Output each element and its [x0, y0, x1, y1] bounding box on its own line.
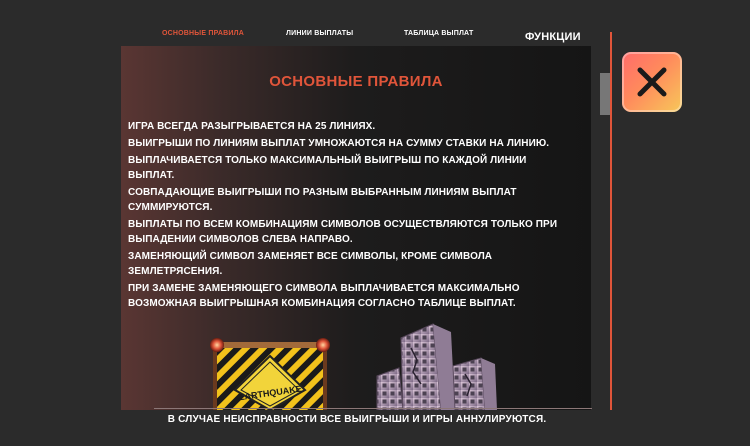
rule-item: ВЫПЛАТЫ ПО ВСЕМ КОМБИНАЦИЯМ СИМВОЛОВ ОСУЩЕСТВЛЯЮТСЯ ТОЛЬКО ПРИ ВЫПАДЕНИИ СИМВОЛОВ СЛЕВА НАПРАВО.: [128, 219, 558, 245]
scrollbar-track[interactable]: [610, 32, 612, 410]
help-tabs: [0, 0, 750, 46]
sign-text: EARTHQUAKE: [237, 383, 303, 403]
rule-item: ВЫПЛАЧИВАЕТСЯ ТОЛЬКО МАКСИМАЛЬНЫЙ ВЫИГРЫШ ПО КАЖДОЙ ЛИНИИ ВЫПЛАТ.: [128, 155, 527, 181]
rule-item: ИГРА ВСЕГДА РАЗЫГРЫВАЕТСЯ НА 25 ЛИНИЯХ.: [128, 121, 376, 132]
panel-title: ОСНОВНЫЕ ПРАВИЛА: [269, 73, 443, 90]
rule-item: СОВПАДАЮЩИЕ ВЫИГРЫШИ ПО РАЗНЫМ ВЫБРАННЫМ ЛИНИЯМ ВЫПЛАТ СУММИРУЮТСЯ.: [128, 187, 517, 213]
earthquake-sign-icon: [205, 334, 335, 410]
rules-list: [128, 119, 573, 313]
close-icon: [636, 66, 668, 98]
scrollbar-thumb[interactable]: [600, 73, 610, 115]
tab-paytable[interactable]: ТАБЛИЦА ВЫПЛАТ: [404, 30, 474, 37]
rule-item: ЗАМЕНЯЮЩИЙ СИМВОЛ ЗАМЕНЯЕТ ВСЕ СИМВОЛЫ, КРОМЕ СИМВОЛА ЗЕМЛЕТРЯСЕНИЯ.: [128, 251, 493, 277]
footer-divider: [154, 408, 592, 409]
tab-features[interactable]: ФУНКЦИИ: [525, 31, 581, 43]
tab-rules[interactable]: ОСНОВНЫЕ ПРАВИЛА: [162, 30, 244, 37]
rules-panel: [121, 46, 591, 410]
tab-paylines[interactable]: ЛИНИИ ВЫПЛАТЫ: [286, 30, 354, 37]
rule-item: ВЫИГРЫШИ ПО ЛИНИЯМ ВЫПЛАТ УМНОЖАЮТСЯ НА СУММУ СТАВКИ НА ЛИНИЮ.: [128, 138, 550, 149]
damaged-buildings-icon: [373, 318, 513, 410]
rule-item: ПРИ ЗАМЕНЕ ЗАМЕНЯЮЩЕГО СИМВОЛА ВЫПЛАЧИВАЕТСЯ МАКСИМАЛЬНО ВОЗМОЖНАЯ ВЫИГРЫШНАЯ КОМБИНАЦИЯ СОГЛАСНО ТАБЛИЦЕ ВЫПЛАТ.: [128, 283, 520, 309]
malfunction-notice: В СЛУЧАЕ НЕИСПРАВНОСТИ ВСЕ ВЫИГРЫШИ И ИГРЫ АННУЛИРУЮТСЯ.: [167, 414, 547, 425]
close-button[interactable]: [622, 52, 682, 112]
